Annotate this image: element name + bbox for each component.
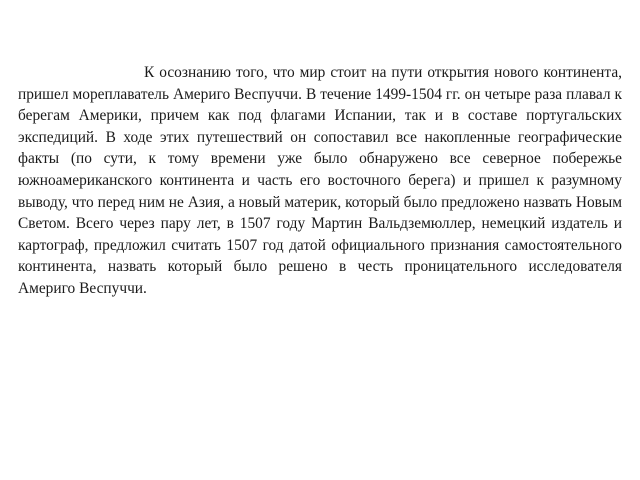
body-paragraph: К осознанию того, что мир стоит на пути открытия нового континента, пришел мореплаватель Америго Веспуччи. В течение 1499-1504 гг. он четыре раза плавал к берегам Америки, причем как под флагами Испании, так и в составе португальских экспедиций. В ходе этих путешествий он сопоставил все накопленные географические факты (по сути, к тому времени уже было обнаружено все северное побережье южноамериканского континента и часть его восточного берега) и пришел к разумному выводу, что перед ним не Азия, а новый материк, который было предложено назвать Новым Светом. Всего через пару лет, в 1507 году Мартин Вальдземюллер, немецкий издатель и картограф, предложил считать 1507 год датой официального признания самостоятельного континента, назвать который было решено в честь проницательного исследователя Америго Веспуччи. xyxy=(18,64,622,297)
